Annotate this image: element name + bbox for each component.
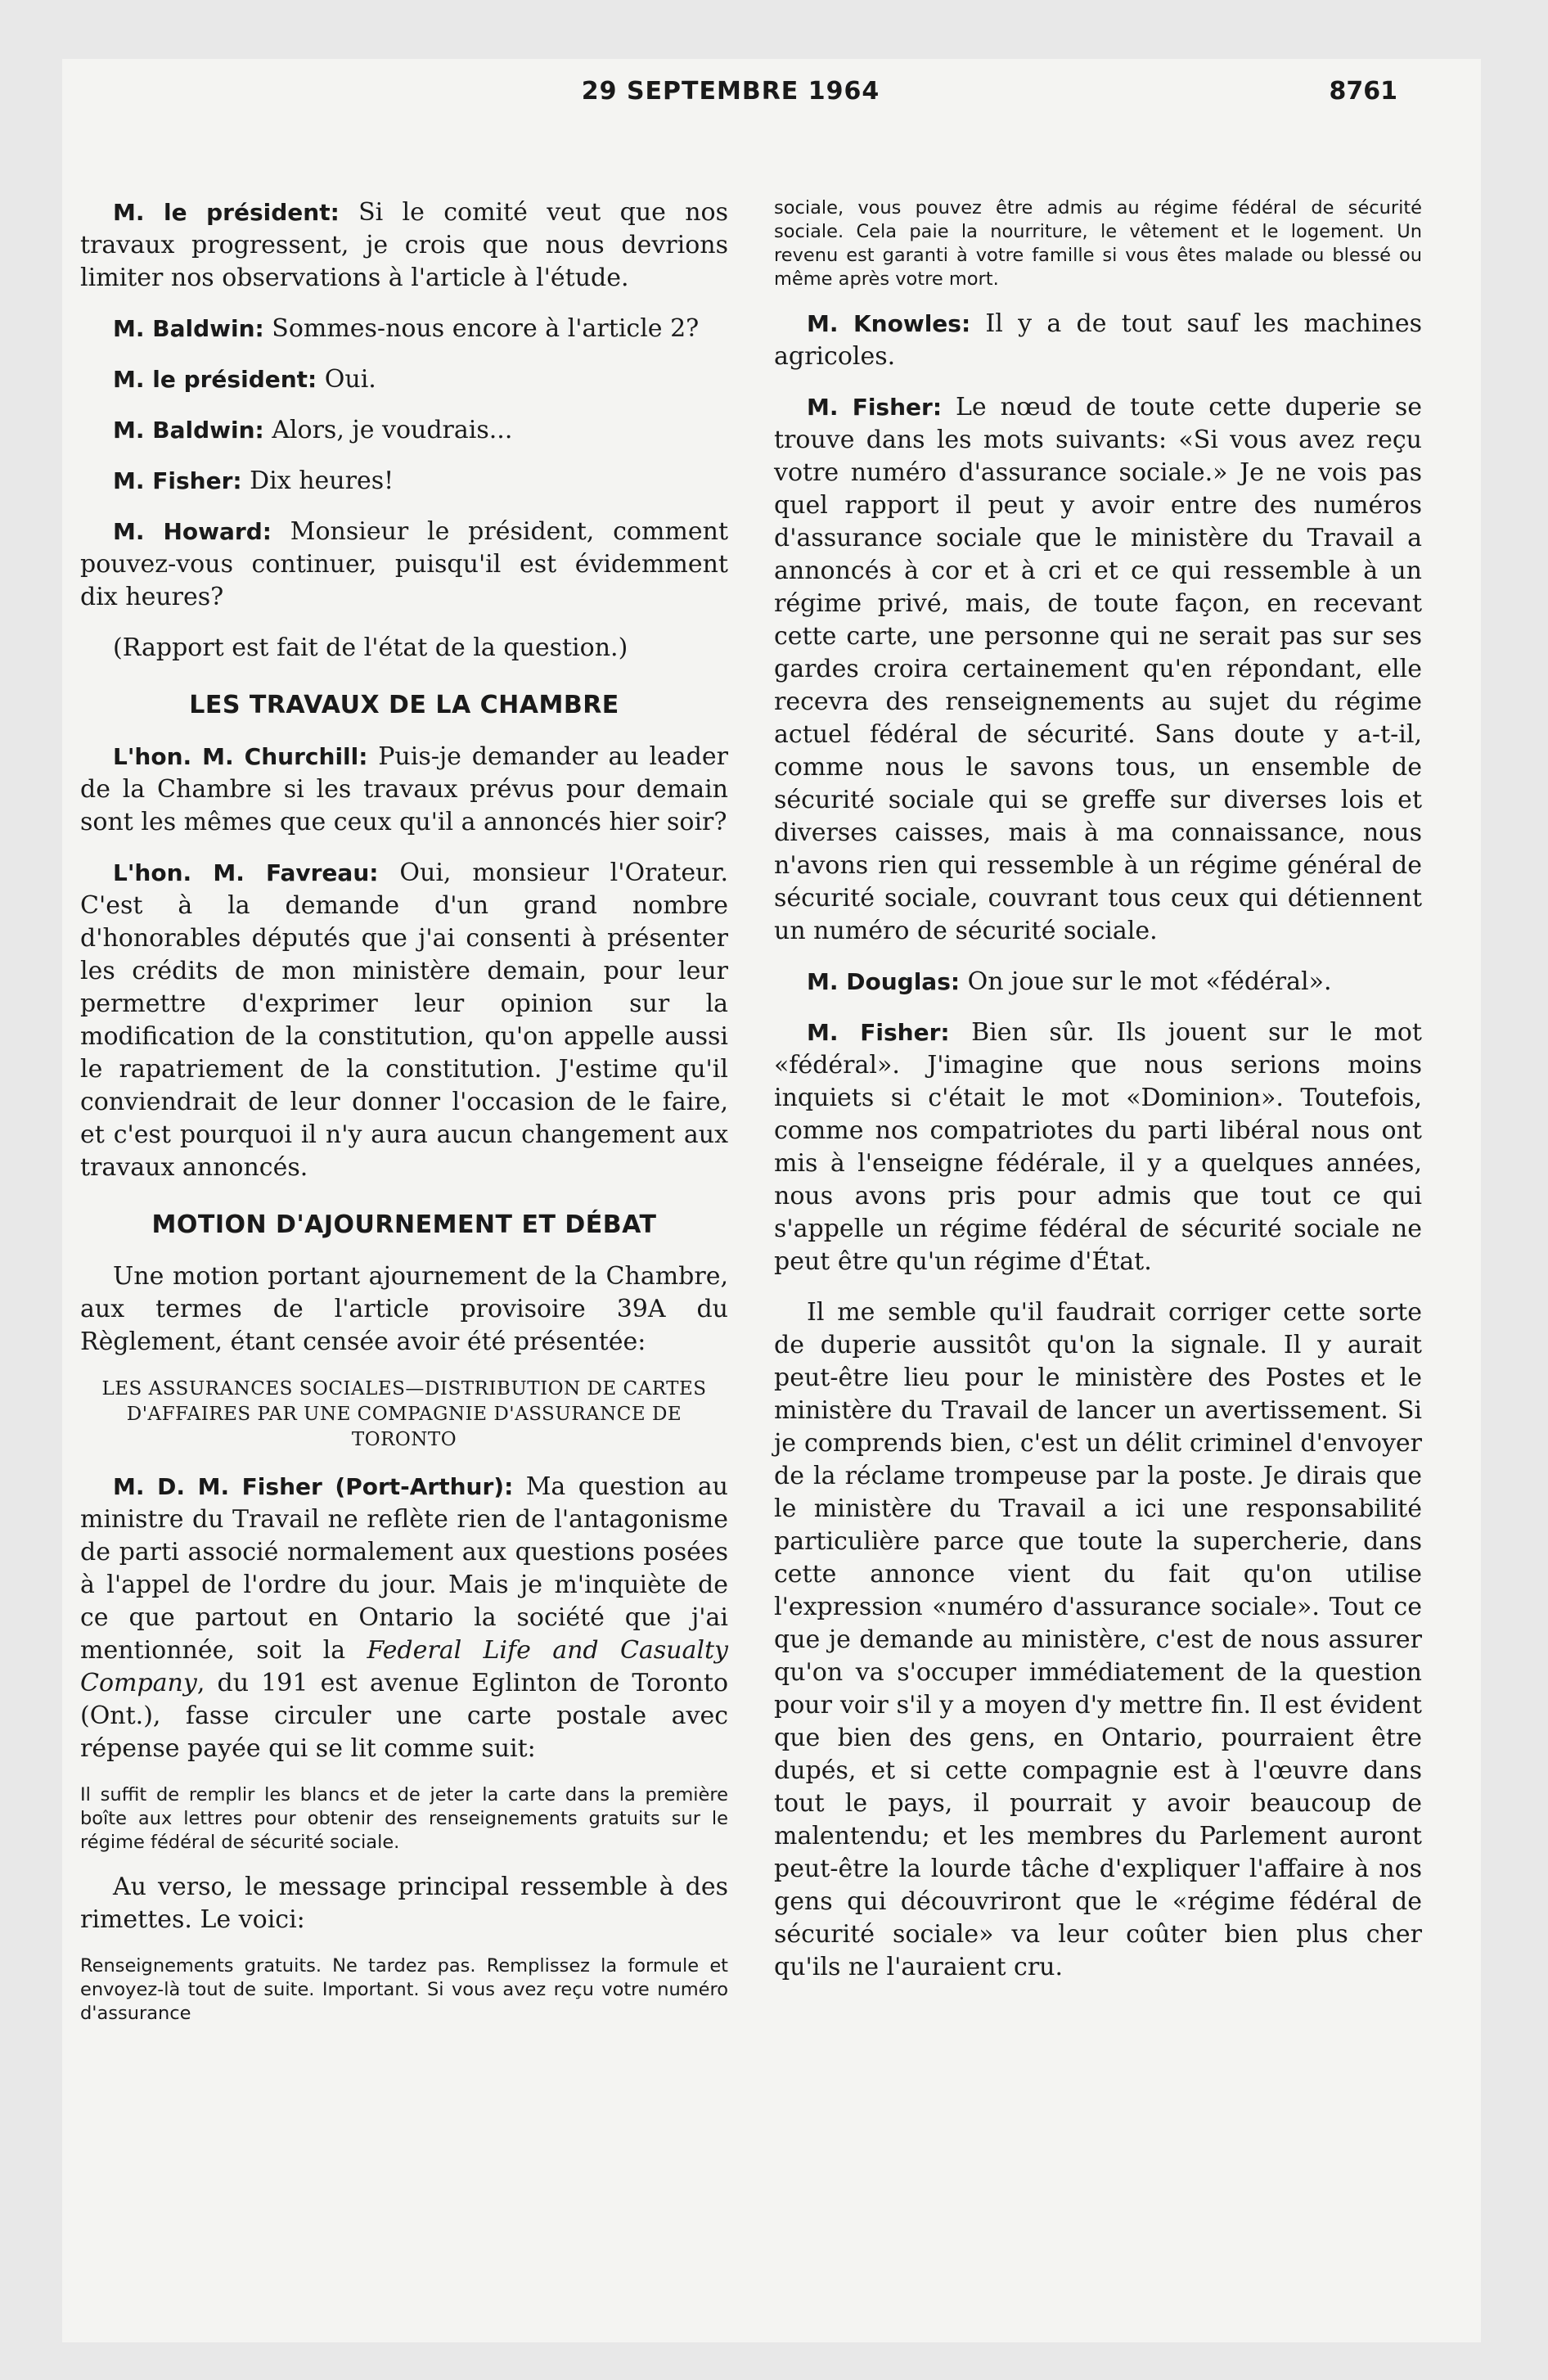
speech: Il y a de tout sauf les machines agricoles. <box>774 309 1422 371</box>
speaker: M. Baldwin: <box>113 315 264 342</box>
paragraph <box>80 1471 728 1765</box>
paragraph: Il me semble qu'il faudrait corriger cette sorte de duperie aussitôt qu'on la signale. Il y aurait peut-être lieu pour le ministère des Postes et le ministère du Travail de lancer un avertissement. Si je comprends bien, c'est un délit criminel d'envoyer de la réclame trompeuse par la poste. Je dirais que le ministère du Travail a ici une responsabilité particulière parce que toute la supercherie, dans cette annonce vient du fait qu'on utilise l'expression «numéro d'assurance sociale». Tout ce que je demande au ministère, c'est de nous assurer qu'on va s'occuper immédiatement de la question pour voir s'il y a moyen d'y mettre fin. Il est évident que bien des gens, en Ontario, pourraient être dupés, et si cette compagnie est à l'œuvre dans tout le pays, il pourrait y avoir beaucoup de malentendu; et les membres du Parlement auront peut-être la lourde tâche d'expliquer l'affaire à nos gens qui découvriront que le «régime fédéral de sécurité sociale» va leur coûter bien plus cher qu'ils ne l'auraient cru. <box>774 1298 1422 1981</box>
speaker: M. le président: <box>113 199 340 226</box>
paragraph <box>80 414 728 447</box>
page-header <box>64 77 1397 126</box>
speech: Si le comité veut que nos travaux progressent, je crois que nous devrions limiter nos observations à l'article à l'étude. <box>80 198 728 292</box>
paragraph <box>80 196 728 295</box>
quoted-text: Renseignements gratuits. Ne tardez pas. Remplissez la formule et envoyez-là tout de suite. Important. Si vous avez reçu votre numéro d'assurance <box>80 1955 728 2024</box>
header-date: 29 SEPTEMBRE 1964 <box>581 77 880 106</box>
quoted-text-continued: sociale, vous pouvez être admis au régime fédéral de sécurité sociale. Cela paie la nourriture, le vêtement et le logement. Un revenu est garanti à votre famille si vous êtes malade ou blessé ou même après votre mort. <box>774 197 1422 290</box>
section-heading: MOTION D'AJOURNEMENT ET DÉBAT <box>151 1210 657 1239</box>
page-number: 8761 <box>1329 77 1397 106</box>
speech: On joue sur le mot «fédéral». <box>960 967 1332 996</box>
left-column <box>80 196 728 2042</box>
stage-direction: (Rapport est fait de l'état de la question.) <box>113 633 628 662</box>
company-name: Federal Life and Casualty Company <box>80 1636 728 1697</box>
paragraph <box>80 313 728 345</box>
paragraph <box>80 741 728 839</box>
speech: Puis-je demander au leader de la Chambre si les travaux prévus pour demain sont les mêmes que ceux qu'il a annoncés hier soir? <box>80 742 728 836</box>
paragraph <box>80 857 728 1184</box>
speaker: M. Douglas: <box>807 968 961 995</box>
speaker: M. Fisher: <box>807 1019 950 1046</box>
paragraph <box>80 465 728 498</box>
speech: Alors, je voudrais... <box>263 416 513 444</box>
subsection-heading: LES ASSURANCES SOCIALES—DISTRIBUTION DE CARTES D'AFFAIRES PAR UNE COMPAGNIE D'ASSURANCE DE TORONTO <box>101 1378 707 1450</box>
paragraph <box>774 308 1422 373</box>
speech: Sommes-nous encore à l'article 2? <box>263 314 700 343</box>
speaker: M. Knowles: <box>807 310 971 337</box>
paragraph <box>80 516 728 614</box>
speech: Le nœud de toute cette duperie se trouve dans les mots suivants: «Si vous avez reçu votre numéro d'assurance sociale.» Je ne vois pas quel rapport il peut y avoir entre des numéros d'assurance sociale que le ministère du Travail a annoncés à cor et à cri et ce qui ressemble à un régime privé, mais, de toute façon, en recevant cette carte, une personne qui ne serait pas sur ses gardes croira certainement qu'en répondant, elle recevra des renseignements au sujet du régime actuel fédéral de sécurité. Sans doute y a-t-il, comme nous le savons tous, un ensemble de sécurité sociale qui se greffe sur diverses lois et diverses caisses, mais à ma connaissance, nous n'avons rien qui ressemble à un régime général de sécurité sociale, couvrant tous ceux qui détiennent un numéro de sécurité sociale. <box>774 393 1422 945</box>
paragraph <box>774 391 1422 948</box>
paragraph: Au verso, le message principal ressemble à des rimettes. Le voici: <box>80 1873 728 1934</box>
speech: Oui. <box>317 365 376 394</box>
speaker: L'hon. M. Favreau: <box>113 859 379 886</box>
section-heading: LES TRAVAUX DE LA CHAMBRE <box>189 691 619 719</box>
paragraph <box>80 363 728 396</box>
quoted-text: Il suffit de remplir les blancs et de jeter la carte dans la première boîte aux lettres pour obtenir des renseignements gratuits sur le régime fédéral de sécurité sociale. <box>80 1784 728 1853</box>
right-column <box>774 196 1422 2002</box>
speaker: M. Fisher: <box>113 467 242 494</box>
speech: Ma question au ministre du Travail ne reflète rien de l'antagonisme de parti associé normalement aux questions posées à l'appel de l'ordre du jour. Mais je m'inquiète de ce que partout en Ontario la société que j'ai mentionnée, soit la <box>80 1472 728 1665</box>
speaker: M. Baldwin: <box>113 417 264 444</box>
speech: Monsieur le président, comment pouvez-vous continuer, puisqu'il est évidemment dix heures? <box>80 517 728 611</box>
paragraph <box>774 966 1422 998</box>
speaker: M. D. M. Fisher (Port-Arthur): <box>113 1473 514 1500</box>
speech: Oui, monsieur l'Orateur. C'est à la demande d'un grand nombre d'honorables députés que j'ai consenti à présenter les crédits de mon ministère demain, pour leur permettre d'exprimer leur opinion sur la modification de la constitution, qu'on appelle aussi le rapatriement de la constitution. J'estime qu'il conviendrait de leur donner l'occasion de le faire, et c'est pourquoi il n'y aura aucun changement aux travaux annoncés. <box>80 859 728 1182</box>
speech: Bien sûr. Ils jouent sur le mot «fédéral». J'imagine que nous serions moins inquiets si c'était le mot «Dominion». Toutefois, comme nos compatriotes du parti libéral nous ont mis à l'enseigne fédérale, il y a quelques années, nous avons pris pour admis que tout ce qui s'appelle un régime fédéral de sécurité sociale ne peut être qu'un régime d'État. <box>774 1018 1422 1276</box>
paragraph: Une motion portant ajournement de la Chambre, aux termes de l'article provisoire 39A du Règlement, étant censée avoir été présentée: <box>80 1262 728 1356</box>
paragraph <box>774 1016 1422 1278</box>
speech: Dix heures! <box>241 467 394 495</box>
speaker: L'hon. M. Churchill: <box>113 743 368 770</box>
speaker: M. Howard: <box>113 518 272 545</box>
speaker: M. le président: <box>113 366 317 393</box>
speaker: M. Fisher: <box>807 394 943 421</box>
speech: , du 191 est avenue Eglinton de Toronto (Ont.), fasse circuler une carte postale avec répense payée qui se lit comme suit: <box>80 1669 728 1763</box>
